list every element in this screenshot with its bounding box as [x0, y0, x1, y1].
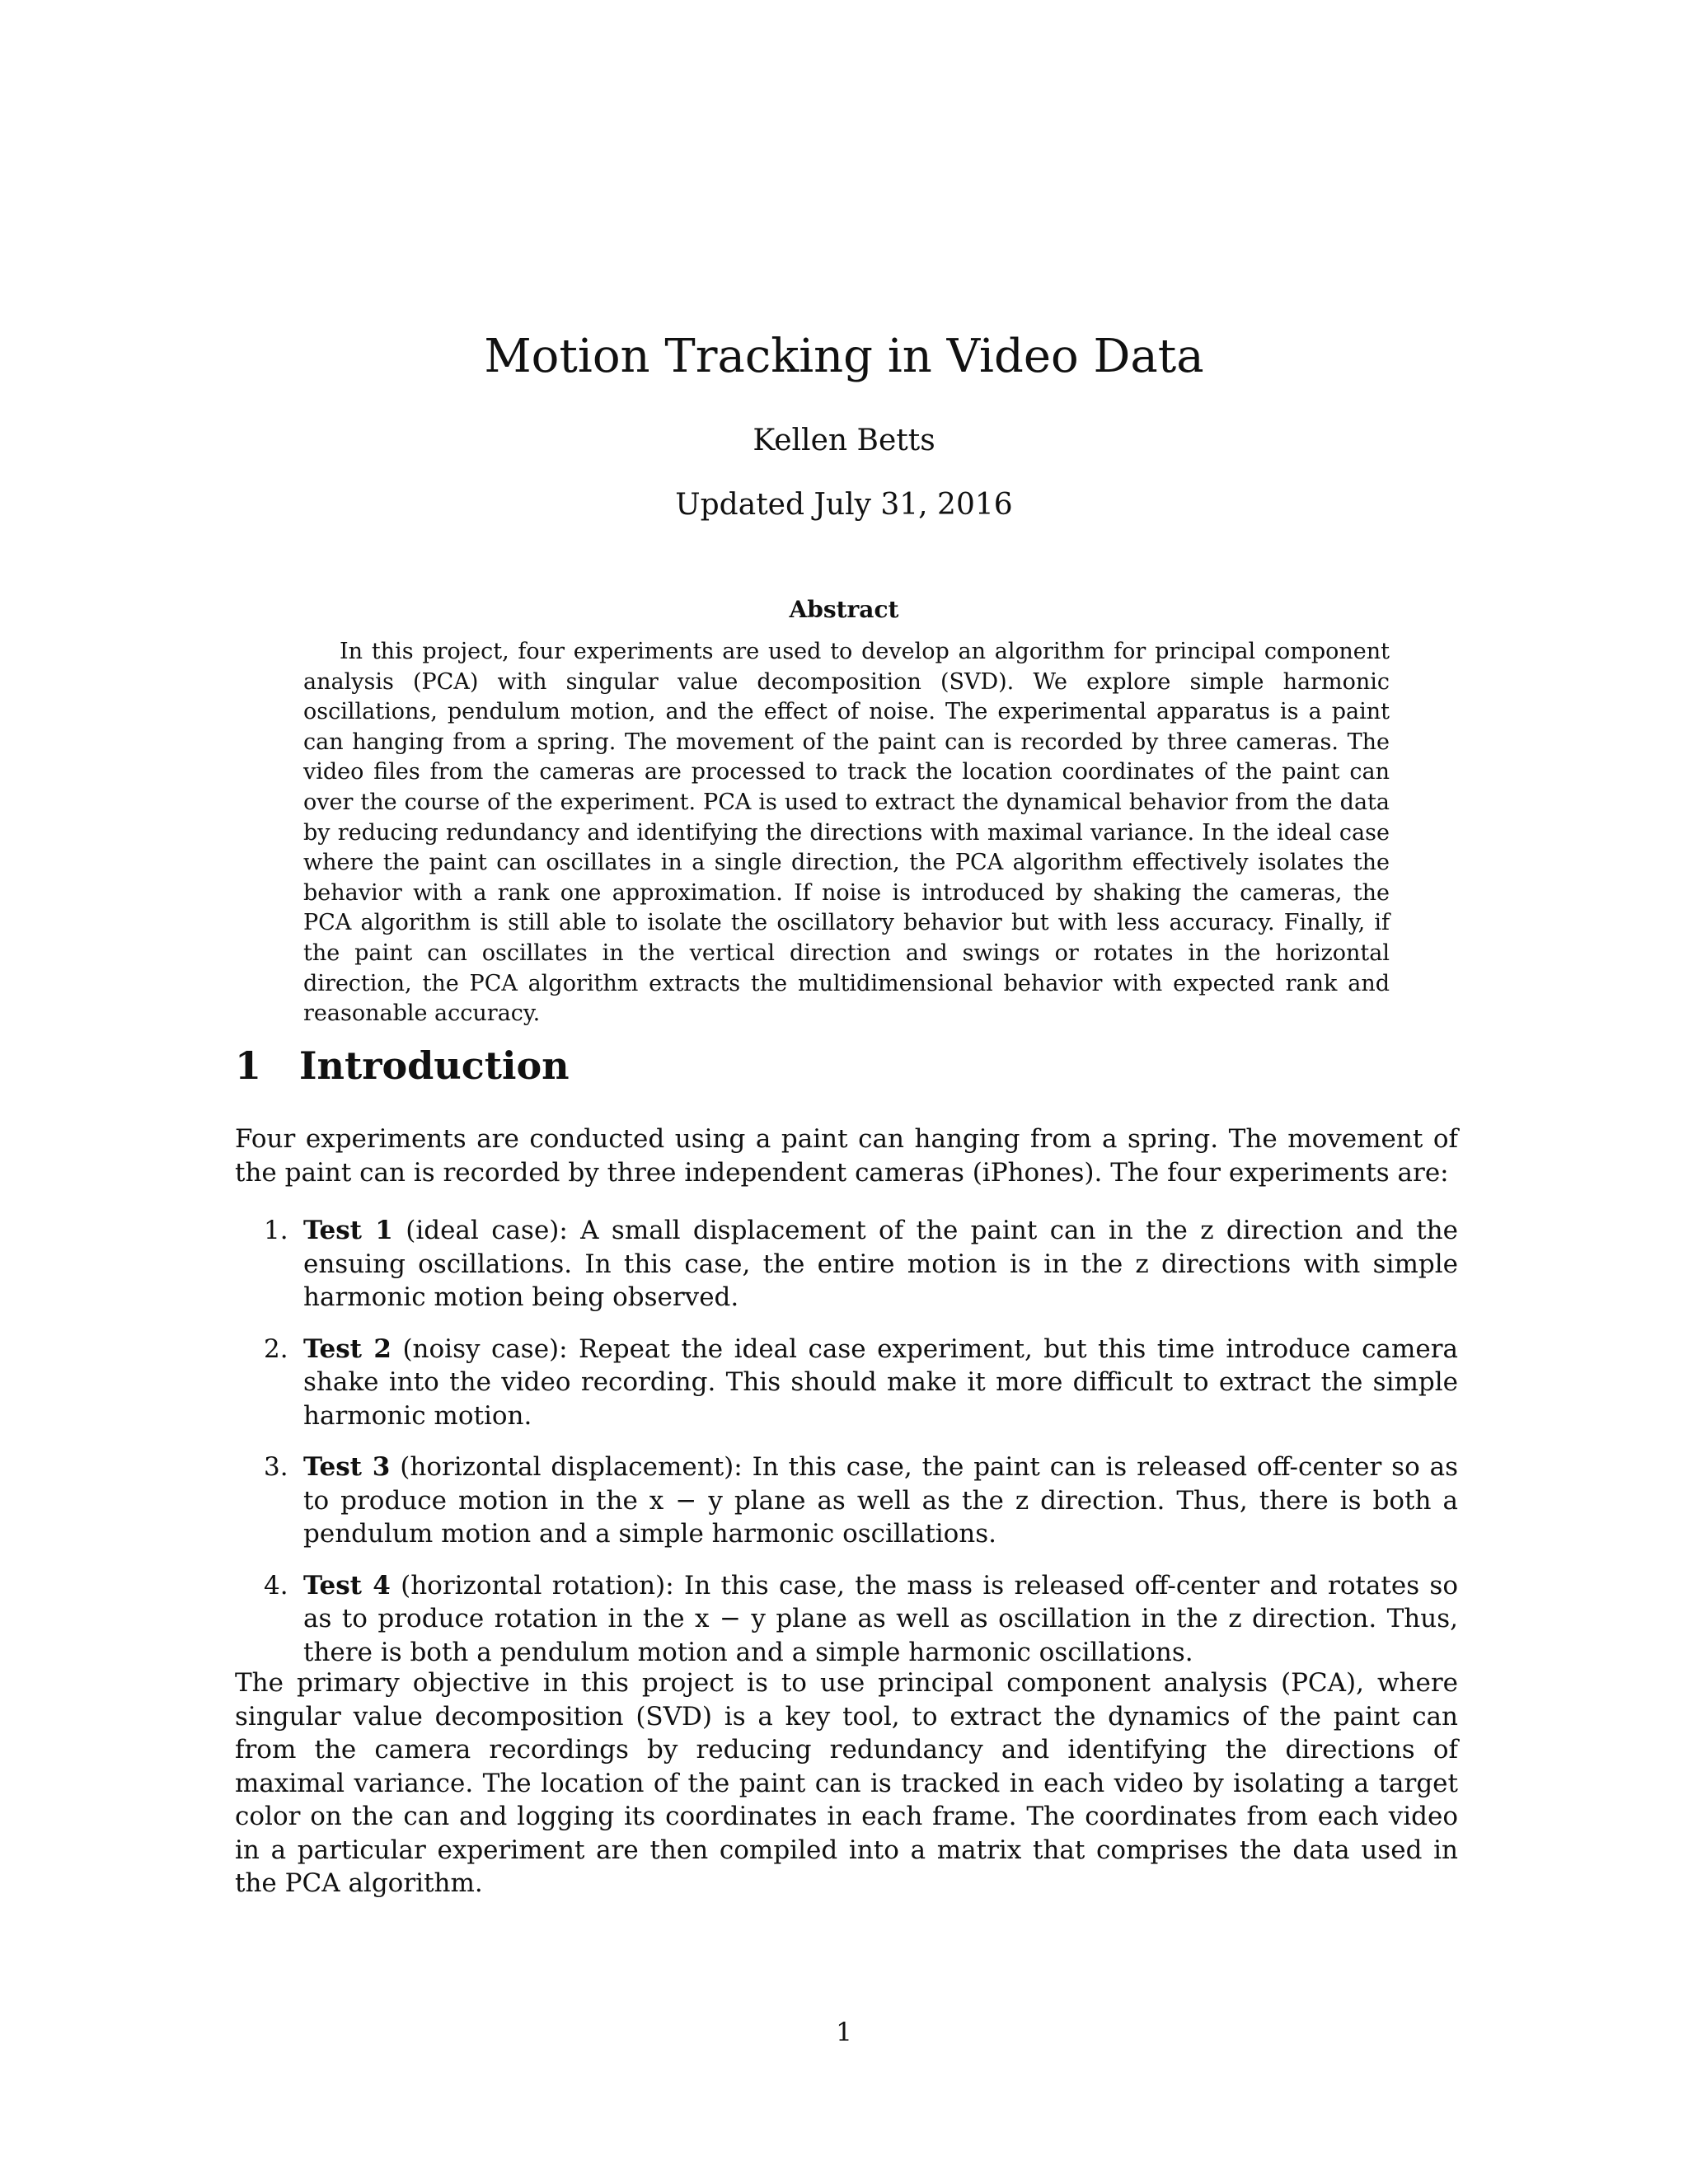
list-item	[235, 1569, 1458, 1670]
abstract-body: In this project, four experiments are used to develop an algorithm for principal component analysis (PCA) with singular value decomposition (SVD). We explore simple harmonic oscillations, pendulum motion, and the effect of noise. The experimental apparatus is a paint can hanging from a spring. The movement of the paint can is recorded by three cameras. The video files from the cameras are processed to track the location coordinates of the paint can over the course of the experiment. PCA is used to extract the dynamical behavior from the data by reducing redundancy and identifying the directions with maximal variance. In the ideal case where the paint can oscillates in a single direction, the PCA algorithm effectively isolates the behavior with a rank one approximation. If noise is introduced by shaking the cameras, the PCA algorithm is still able to isolate the oscillatory behavior but with less accuracy. Finally, if the paint can oscillates in the vertical direction and swings or rotates in the horizontal direction, the PCA algorithm extracts the multidimensional behavior with expected rank and reasonable accuracy.	[303, 639, 1390, 1027]
list-item-text: (horizontal rotation): In this case, the mass is released off-center and rotates so as to produce rotation in the x − y plane as well as oscillation in the z direction. Thus, there is both a pendulum motion and a simple harmonic oscillations.	[303, 1570, 1459, 1667]
list-item-label: Test 4	[303, 1570, 391, 1601]
list-item	[235, 1333, 1458, 1433]
list-item-number: 1.	[264, 1216, 288, 1245]
intro-paragraph: Four experiments are conducted using a paint can hanging from a spring. The movement of the paint can is recorded by three independent cameras (iPhones). The four experiments are:	[235, 1124, 1458, 1188]
list-item-label: Test 1	[303, 1216, 393, 1245]
list-item-label: Test 2	[303, 1333, 392, 1364]
list-item-label: Test 3	[303, 1452, 391, 1482]
section-heading	[235, 1041, 570, 1090]
list-item-number: 3.	[264, 1452, 288, 1482]
list-item	[235, 1214, 1458, 1315]
author-name: Kellen Betts	[753, 424, 935, 457]
objective-paragraph: The primary objective in this project is to use principal component analysis (PCA), where singular value decomposition (SVD) is a key tool, to extract the dynamics of the paint can from the camera recordings by reducing redundancy and identifying the directions of maximal variance. The location of the paint can is tracked in each video by isolating a target color on the can and logging its coordinates in each frame. The coordinates from each video in a particular experiment are then compiled into a matrix that comprises the data used in the PCA algorithm.	[235, 1668, 1458, 1898]
paper-title: Motion Tracking in Video Data	[484, 330, 1204, 383]
section-number: 1	[235, 1043, 262, 1088]
list-item-number: 4.	[264, 1570, 288, 1601]
abstract-heading: Abstract	[789, 596, 899, 623]
section-title: Introduction	[299, 1043, 570, 1088]
list-item	[235, 1451, 1458, 1551]
page-number: 1	[836, 2018, 852, 2047]
list-item-number: 2.	[264, 1333, 288, 1364]
publication-date: Updated July 31, 2016	[675, 488, 1013, 522]
list-item-text: (horizontal displacement): In this case, the paint can is released off-center so as to produce motion in the x − y plane as well as the z direction. Thus, there is both a pendulum motion and a simple harmonic oscillations.	[303, 1452, 1458, 1549]
list-item-text: (noisy case): Repeat the ideal case experiment, but this time introduce camera shake into the video recording. This should make it more difficult to extract the simple harmonic motion.	[303, 1333, 1459, 1431]
list-item-text: (ideal case): A small displacement of the paint can in the z direction and the ensuing oscillations. In this case, the entire motion is in the z directions with simple harmonic motion being observed.	[303, 1216, 1458, 1312]
experiment-list	[235, 1214, 1458, 1669]
